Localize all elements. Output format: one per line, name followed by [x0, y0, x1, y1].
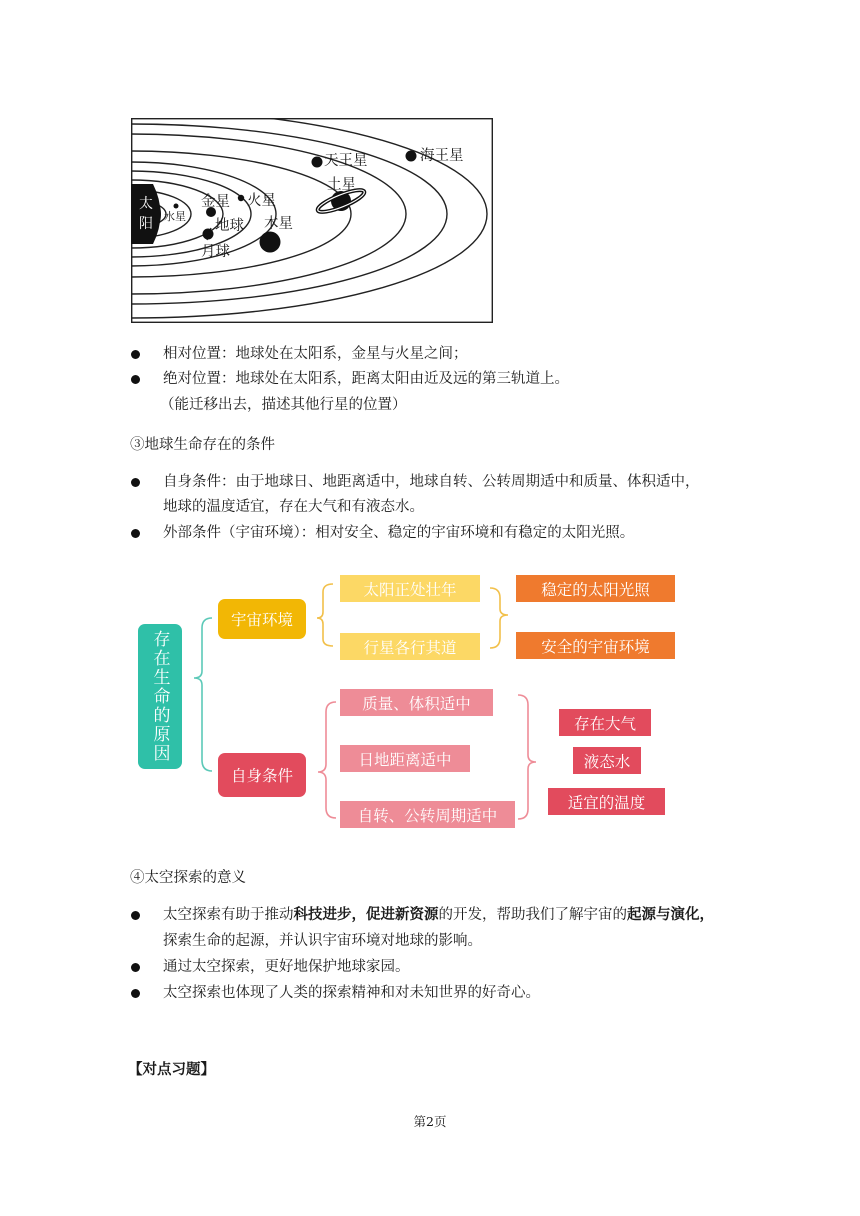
jupiter-label: 木星 — [264, 216, 293, 232]
sun-label: 太 阳 — [139, 196, 153, 232]
bullet-icon — [131, 529, 140, 538]
earth-label: 地球 — [215, 218, 244, 234]
list-item-continuation: 探索生命的起源，并认识宇宙环境对地球的影响。 — [163, 933, 482, 949]
root-node: 存在生命的原因 — [138, 624, 182, 769]
bullet-icon — [131, 963, 140, 972]
self-result: 存在大气 — [559, 709, 651, 736]
self-item: 质量、体积适中 — [340, 689, 493, 716]
list-item-continuation: 地球的温度适宜，存在大气和有液态水。 — [163, 499, 424, 515]
cosmic-result: 稳定的太阳光照 — [516, 575, 675, 602]
uranus-label: 天王星 — [324, 153, 368, 169]
bullet-icon — [131, 478, 140, 487]
bullet-icon — [131, 911, 140, 920]
jupiter-dot — [260, 232, 281, 253]
moon-label: 月球 — [201, 244, 230, 260]
cosmic-item: 太阳正处壮年 — [340, 575, 480, 602]
life-conditions-mindmap — [130, 568, 690, 833]
self-result: 液态水 — [573, 747, 641, 774]
self-item: 日地距离适中 — [340, 745, 470, 772]
solar-system-diagram — [131, 118, 493, 323]
page-number: 第2页 — [413, 1114, 447, 1129]
venus-label: 金星 — [201, 194, 230, 210]
self-node: 自身条件 — [218, 753, 306, 797]
position-note: （能迁移出去，描述其他行星的位置） — [160, 397, 407, 413]
mercury-label: 水星 — [164, 210, 186, 223]
mars-dot — [238, 195, 244, 201]
cosmic-result: 安全的宇宙环境 — [516, 632, 675, 659]
life-heading: ③地球生命存在的条件 — [130, 437, 275, 453]
space-heading: ④太空探索的意义 — [130, 870, 246, 886]
self-item: 自转、公转周期适中 — [340, 801, 515, 828]
neptune-dot — [406, 151, 417, 162]
saturn-label: 土星 — [327, 177, 356, 193]
bullet-icon — [131, 350, 140, 359]
cosmic-node: 宇宙环境 — [218, 599, 306, 639]
cosmic-item: 行星各行其道 — [340, 633, 480, 660]
self-result: 适宜的温度 — [548, 788, 665, 815]
mars-label: 火星 — [247, 193, 276, 209]
bullet-icon — [131, 989, 140, 998]
exercise-heading: 【对点习题】 — [128, 1061, 215, 1078]
neptune-label: 海王星 — [420, 148, 464, 164]
bullet-icon — [131, 375, 140, 384]
uranus-dot — [312, 157, 323, 168]
